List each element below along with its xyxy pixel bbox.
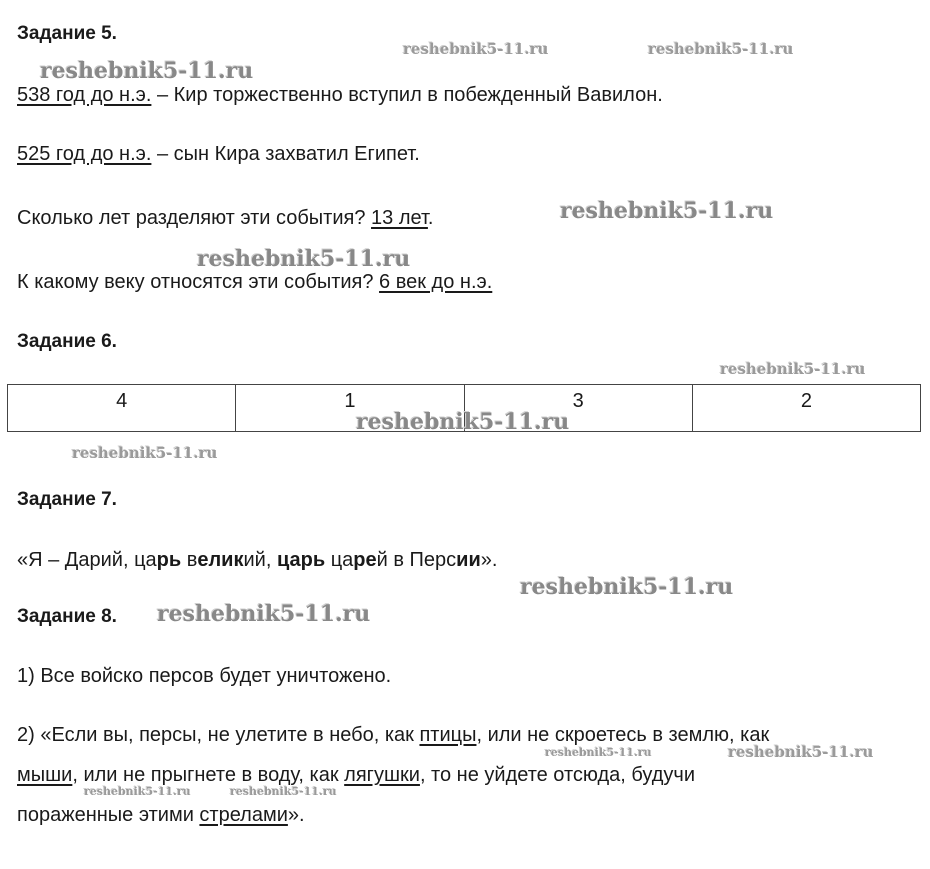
task5-event1 (17, 85, 663, 105)
table-cell: 4 (8, 385, 236, 432)
item2-frogs: лягушки (344, 764, 420, 786)
item2-birds: птицы (419, 724, 477, 746)
watermark: reshebnik5-11.ru (720, 360, 866, 378)
quote-part: ий (243, 549, 266, 571)
quote-part: , (265, 549, 277, 571)
task5-question1 (17, 208, 433, 228)
quote-bold-part: рь (300, 549, 326, 571)
question1-text: Сколько лет разделяют эти события? (17, 207, 372, 229)
watermark: reshebnik5-11.ru (403, 40, 549, 58)
task7-heading: Задание 7. (17, 489, 117, 510)
watermark: reshebnik5-11.ru (230, 785, 337, 798)
table-cell: 3 (464, 385, 692, 432)
task8-item1: 1) Все войско персов будет уничтожено. (17, 665, 392, 687)
item2-text: , или не скроетесь в землю, как (476, 724, 770, 746)
watermark: reshebnik5-11.ru (520, 574, 734, 600)
answer2: 6 век до н.э. (379, 271, 493, 293)
watermark: reshebnik5-11.ru (84, 785, 191, 798)
watermark: reshebnik5-11.ru (356, 409, 570, 435)
table-cell: 1 (236, 385, 464, 432)
event2-text: – сын Кира захватил Египет. (151, 143, 420, 165)
watermark: reshebnik5-11.ru (40, 58, 254, 84)
watermark: reshebnik5-11.ru (648, 40, 794, 58)
watermark: reshebnik5-11.ru (545, 746, 652, 759)
quote-bold-part: ии (456, 549, 481, 571)
event1-text: – Кир торжественно вступил в побежденный Вавилон. (151, 84, 663, 106)
quote-part: ца (134, 549, 157, 571)
quote-bold-part: рь (156, 549, 182, 571)
task8-item2-line2 (17, 765, 695, 785)
quote-part: ». (480, 549, 498, 571)
quote-bold-part: ре (353, 549, 377, 571)
task5-event2 (17, 144, 420, 164)
watermark: reshebnik5-11.ru (157, 601, 371, 627)
watermark: reshebnik5-11.ru (728, 743, 874, 761)
item2-arrows: стрелами (199, 804, 288, 826)
task5-heading: Задание 5. (17, 23, 117, 44)
item2-text: 2) «Если вы, персы, не улетите в небо, как (17, 724, 420, 746)
answer1: 13 лет (371, 207, 428, 229)
item2-mice: мыши (17, 764, 73, 786)
quote-bold-part: елик (197, 549, 244, 571)
task8-item2-line1 (17, 725, 769, 745)
task8-heading: Задание 8. (17, 606, 117, 627)
task7-quote (17, 550, 497, 570)
quote-part: й в Перс (376, 549, 457, 571)
quote-part: в (186, 549, 198, 571)
answer1-end: . (427, 207, 434, 229)
item2-text: пораженные этими (17, 804, 200, 826)
event1-date: 538 год до н.э. (17, 84, 152, 106)
quote-part: «Я – Дарий, (17, 549, 135, 571)
event2-date: 525 год до н.э. (17, 143, 152, 165)
item2-text: ». (287, 804, 305, 826)
item2-text: , то не уйдете отсюда, будучи (419, 764, 696, 786)
table-cell: 2 (692, 385, 920, 432)
quote-bold-part: ца (276, 549, 301, 571)
watermark: reshebnik5-11.ru (72, 444, 218, 462)
question2-text: К какому веку относятся эти события? (17, 271, 380, 293)
watermark: reshebnik5-11.ru (197, 246, 411, 272)
quote-part: ца (330, 549, 354, 571)
task5-question2 (17, 272, 492, 292)
watermark: reshebnik5-11.ru (560, 198, 774, 224)
item2-text: , или не прыгнете в воду, как (72, 764, 345, 786)
task8-item2-line3 (17, 805, 305, 825)
task6-heading: Задание 6. (17, 331, 117, 352)
